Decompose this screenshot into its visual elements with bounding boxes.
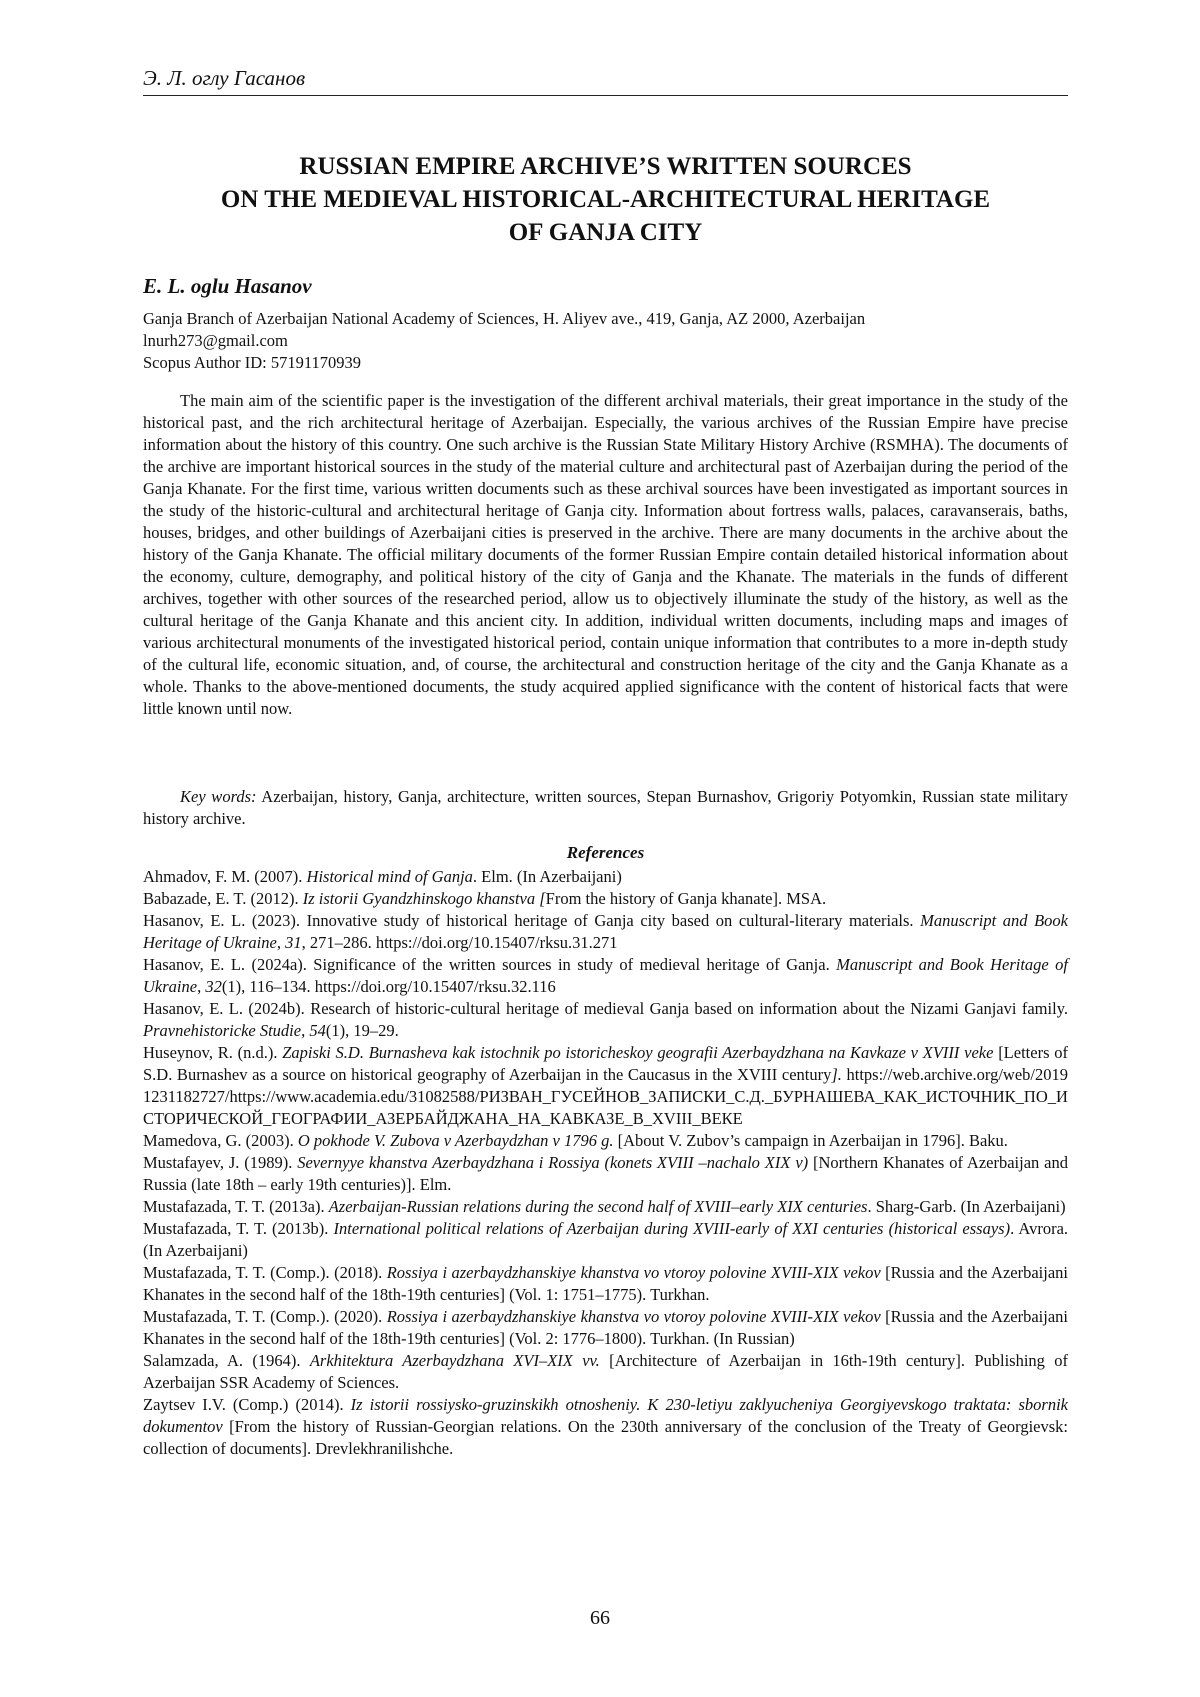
reference-part: Huseynov, R. (n.d.). [143,1043,282,1062]
reference-part: . Avrora. (In Azerbaijani) [143,1219,1068,1260]
page-number: 66 [0,1607,1200,1630]
reference-part: Iz istorii Gyandzhinskogo khanstva [ [303,889,546,908]
reference-part: https://web.archive.org/web/20191231182727/https://www.academia.edu/31082588/РИЗВАН_ГУСЕЙНОВ_ЗАПИСКИ_С.Д._БУРНАШЕВА_КАК_ИСТОЧНИК_ПО_ИСТОРИЧЕСКОЙ_ГЕОГРАФИИ_АЗЕРБАЙДЖАНА_НА_КАВКАЗЕ_В_XVIII_ВЕКЕ [143,1065,1068,1128]
reference-part: Zapiski S.D. Burnasheva kak istochnik po istoricheskoy geografii Azerbaydzhana na Kavkaze v XVIII veke [282,1043,993,1062]
references-list [143,866,1068,1460]
author-affiliation: Ganja Branch of Azerbaijan National Academy of Sciences, H. Aliyev ave., 419, Ganja, AZ 2000, Azerbaijan [143,308,1068,330]
reference-item [143,1394,1068,1460]
reference-item [143,888,1068,910]
reference-item [143,998,1068,1042]
reference-part: , 271–286. https://doi.org/10.15407/rksu.31.271 [302,933,618,952]
reference-part: Arkhitektura Azerbaydzhana XVI–XIX vv. [310,1351,600,1370]
keywords-text: Azerbaijan, history, Ganja, architecture, written sources, Stepan Burnashov, Grigoriy Potyomkin, Russian state military history archive. [143,787,1068,828]
reference-part: Hasanov, E. L. (2023). Innovative study of historical heritage of Ganja city based on cultural-literary materials. [143,911,920,930]
reference-part: 31 [285,933,302,952]
reference-part: Pravnehistoricke Studie [143,1021,301,1040]
reference-item [143,1306,1068,1350]
document-page [0,0,1200,1697]
reference-part: Manuscript and Book Heritage of Ukraine [143,955,1068,996]
author-email[interactable]: lnurh273@gmail.com [143,330,1068,352]
paper-title-line-3: OF GANJA CITY [143,216,1068,249]
reference-part: Azerbaijan-Russian relations during the second half of XVIII–early XIX centuries [329,1197,868,1216]
reference-item [143,1218,1068,1262]
keywords-label: Key words: [180,787,257,806]
reference-part: , [277,933,285,952]
paper-title [143,150,1068,249]
reference-part: [Letters of S.D. Burnashev as a source on historical geography of Azerbaijan in the Caucasus in the XVIII century [143,1043,1068,1084]
reference-part: Mustafazada, T. T. (Comp.). (2020). [143,1307,387,1326]
scopus-id: Scopus Author ID: 57191170939 [143,352,1068,374]
reference-part: Mustafazada, T. T. (Comp.). (2018). [143,1263,387,1282]
reference-part: [About V. Zubov’s campaign in Azerbaijan in 1796]. Baku. [614,1131,1008,1150]
reference-part: International political relations of Azerbaijan during XVIII-early of XXI centuries (historical essays) [334,1219,1011,1238]
reference-part: (1), 19–29. [326,1021,399,1040]
reference-part: Mustafazada, T. T. (2013b). [143,1219,334,1238]
reference-part: . Elm. (In Azerbaijani) [473,867,622,886]
reference-part: [Russia and the Azerbaijani Khanates in the second half of the 18th-19th centuries] (Vol. 1: 1751–1775). Turkhan. [143,1263,1068,1304]
reference-item [143,1130,1068,1152]
reference-part: Historical mind of Ganja [307,867,473,886]
reference-part: Iz istorii rossiysko-gruzinskikh otnosheniy. K 230-letiyu zaklyucheniya Georgiyevskogo traktata: sbornik dokumentov [143,1395,1068,1436]
reference-part: Severnyye khanstva Azerbaydzhana i Rossiya (konets XVIII –nachalo XIX v) [297,1153,808,1172]
reference-part: [From the history of Russian-Georgian relations. On the 230th anniversary of the conclusion of the Treaty of Georgievsk: collection of documents]. Drevlekhranilishche. [143,1417,1068,1458]
reference-part: Babazade, E. T. (2012). [143,889,303,908]
reference-part: Rossiya i azerbaydzhanskiye khanstva vo vtoroy polovine XVIII-XIX vekov [387,1307,881,1326]
reference-part: Salamzada, A. (1964). [143,1351,310,1370]
reference-item [143,1196,1068,1218]
reference-item [143,1042,1068,1130]
reference-part: O pokhode V. Zubova v Azerbaydzhan v 1796 g. [298,1131,614,1150]
reference-part: [Northern Khanates of Azerbaijan and Russia (late 18th – early 19th centuries)]. Elm. [143,1153,1068,1194]
reference-part: [Russia and the Azerbaijani Khanates in the second half of the 18th-19th centuries] (Vol. 2: 1776–1800). Turkhan. (In Russian) [143,1307,1068,1348]
reference-part: ]. [831,1065,842,1084]
reference-part: , [197,977,205,996]
reference-item [143,1262,1068,1306]
reference-part: Zaytsev I.V. (Comp.) (2014). [143,1395,351,1414]
paper-title-line-1: RUSSIAN EMPIRE ARCHIVE’S WRITTEN SOURCES [143,150,1068,183]
author-affiliation-block [143,308,1068,374]
reference-part: Rossiya i azerbaydzhanskiye khanstva vo vtoroy polovine XVIII-XIX vekov [387,1263,881,1282]
reference-item [143,954,1068,998]
reference-item [143,866,1068,888]
reference-part: Ahmadov, F. M. (2007). [143,867,307,886]
reference-part: Hasanov, E. L. (2024a). Significance of the written sources in study of medieval heritage of Ganja. [143,955,836,974]
author-name: E. L. oglu Hasanov [143,274,312,299]
abstract: The main aim of the scientific paper is the investigation of the different archival materials, their great importance in the study of the historical past, and the rich architectural heritage of Azerbaijan. Especially, the various archives of the Russian Empire have precise information about the history of this country. One such archive is the Russian State Military History Archive (RSMHA). The documents of the archive are important historical sources in the study of the material culture and architectural past of Azerbaijan during the period of the Ganja Khanate. For the first time, various written documents such as these archival sources have been investigated as important sources in the study of the historic-cultural and architectural heritage of Ganja city. Information about fortress walls, palaces, caravanserais, baths, houses, bridges, and other buildings of Azerbaijani cities is preserved in the archive. There are many documents in the archive about the history of the Ganja Khanate. The official military documents of the former Russian Empire contain detailed historical information about the economy, culture, demography, and political history of the city of Ganja and the Khanate. The materials in the funds of different archives, together with other sources of the researched period, allow us to objectively illuminate the study of the history, as well as the cultural heritage of the Ganja Khanate and this ancient city. In addition, individual written documents, including maps and images of various architectural monuments of the investigated historical period, contain unique information that contributes to a more in-depth study of the cultural life, economic situation, and, of course, the architectural and construction heritage of the city and the Ganja Khanate as a whole. Thanks to the above-mentioned documents, the study acquired applied significance with the content of historical facts that were little known until now. [143,390,1068,720]
reference-part: , [301,1021,309,1040]
reference-part: Mustafayev, J. (1989). [143,1153,297,1172]
paper-title-line-2: ON THE MEDIEVAL HISTORICAL-ARCHITECTURAL HERITAGE [143,183,1068,216]
reference-part: Manuscript and Book Heritage of Ukraine [143,911,1068,952]
reference-part: Mamedova, G. (2003). [143,1131,298,1150]
reference-part: 32 [205,977,222,996]
reference-item [143,1350,1068,1394]
keywords [143,786,1068,830]
reference-item [143,910,1068,954]
references-heading: References [143,843,1068,863]
reference-item [143,1152,1068,1196]
running-header: Э. Л. оглу Гасанов [143,66,1068,96]
reference-part: . Sharg-Garb. (In Azerbaijani) [867,1197,1065,1216]
reference-part: (1), 116–134. https://doi.org/10.15407/rksu.32.116 [222,977,556,996]
reference-part: Mustafazada, T. T. (2013a). [143,1197,329,1216]
reference-part: [Architecture of Azerbaijan in 16th-19th century]. Publishing of Azerbaijan SSR Academy of Sciences. [143,1351,1068,1392]
reference-part: Hasanov, E. L. (2024b). Research of historic-cultural heritage of medieval Ganja based on information about the Nizami Ganjavi family. [143,999,1068,1018]
reference-part: 54 [309,1021,326,1040]
reference-part: From the history of Ganja khanate]. MSA. [546,889,826,908]
